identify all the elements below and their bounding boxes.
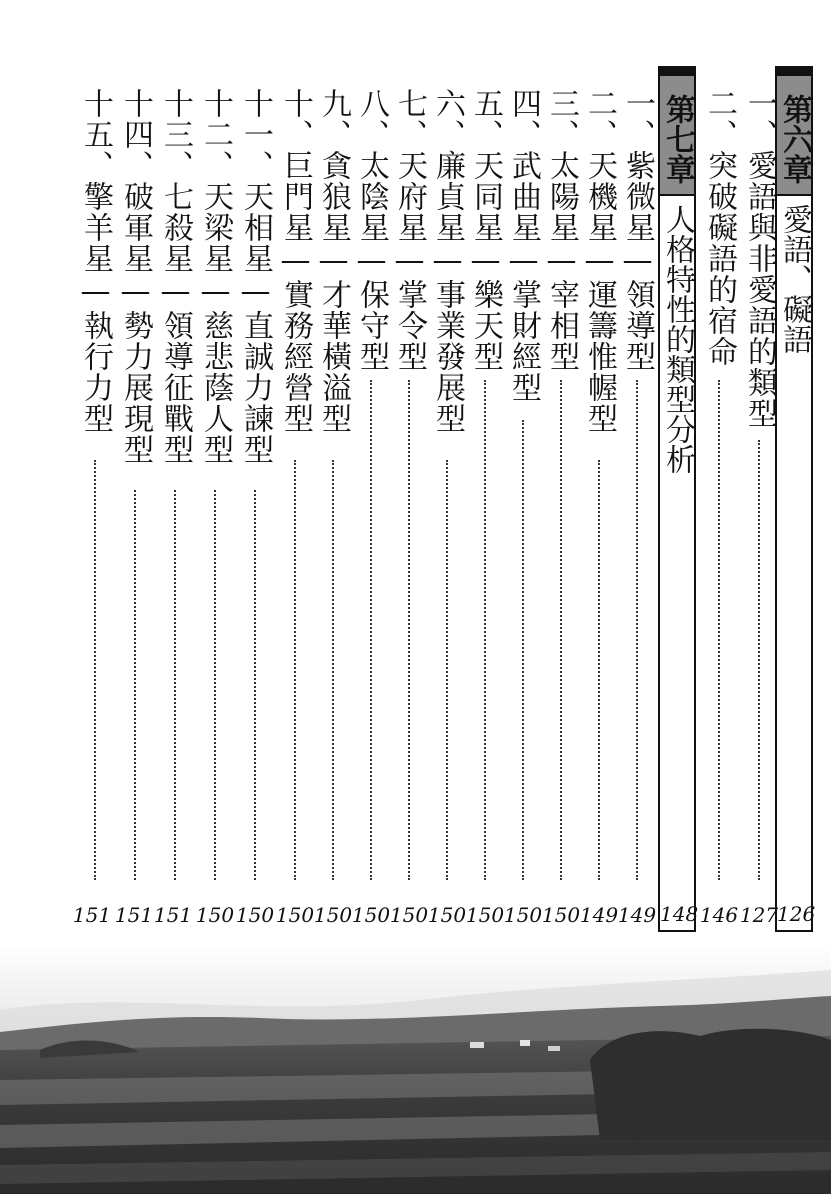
toc-entry[interactable] — [236, 88, 274, 465]
toc-entry-page: 149 — [617, 903, 657, 927]
toc-entry-page: 149 — [579, 903, 619, 927]
toc-entry[interactable] — [352, 88, 390, 372]
toc-entry-title: 五、天同星—樂天型 — [468, 88, 503, 372]
toc-entry[interactable] — [276, 88, 314, 434]
toc-entry[interactable] — [542, 88, 580, 372]
toc-entry[interactable] — [618, 88, 656, 372]
toc-entry-title: 九、貪狼星—才華橫溢型 — [316, 88, 351, 434]
toc-entry-page: 151 — [72, 903, 112, 927]
toc-entry-title: 十一、天相星—直誠力諫型 — [238, 88, 273, 465]
toc-entry-page: 150 — [427, 903, 467, 927]
toc-entry[interactable] — [504, 88, 542, 403]
toc-entry-title: 二、突破礙語的宿命 — [702, 88, 737, 367]
toc-entry-page: 150 — [313, 903, 353, 927]
toc-entry-page: 151 — [153, 903, 193, 927]
chapter-6-heading: 第六章 — [777, 68, 811, 196]
toc-entry[interactable] — [76, 88, 114, 434]
toc-entry[interactable] — [580, 88, 618, 434]
chapter-7-box — [658, 66, 699, 932]
toc-entry-page: 150 — [541, 903, 581, 927]
toc-entry[interactable] — [390, 88, 428, 372]
toc-entry-page: 150 — [465, 903, 505, 927]
chapter-7-title: 人格特性的類型分析 — [660, 204, 695, 474]
toc-entry-page: 150 — [351, 903, 391, 927]
toc-entry-title: 十、巨門星—實務經營型 — [278, 88, 313, 434]
toc-entry[interactable] — [156, 88, 194, 465]
toc-entry-title: 十五、擎羊星—執行力型 — [78, 88, 113, 434]
toc-entry-page: 127 — [739, 903, 779, 927]
toc-entry-title: 四、武曲星—掌財經型 — [506, 88, 541, 403]
chapter-6-page: 126 — [777, 902, 816, 926]
toc-entry-page: 150 — [389, 903, 429, 927]
toc-entry-title: 六、廉貞星—事業發展型 — [430, 88, 465, 434]
toc-entry[interactable] — [700, 88, 738, 367]
toc-entry[interactable] — [466, 88, 504, 372]
toc-entry-title: 十四、破軍星—勢力展現型 — [118, 88, 153, 465]
toc-entry-title: 十二、天梁星—慈悲蔭人型 — [198, 88, 233, 465]
toc-entry[interactable] — [314, 88, 352, 434]
chapter-6-box — [775, 66, 816, 932]
chapter-7-page: 148 — [660, 902, 699, 926]
toc-entry-page: 150 — [235, 903, 275, 927]
chapter-6-title: 愛語、礙語 — [777, 204, 812, 354]
toc-entry-title: 三、太陽星—宰相型 — [544, 88, 579, 372]
toc-entry-page: 150 — [275, 903, 315, 927]
toc-entry-title: 十三、七殺星—領導征戰型 — [158, 88, 193, 465]
toc-entry-title: 七、天府星—掌令型 — [392, 88, 427, 372]
toc-entry[interactable] — [740, 88, 778, 429]
toc-entry-page: 150 — [503, 903, 543, 927]
toc-entry-title: 一、愛語與非愛語的類型 — [742, 88, 777, 429]
toc-entry[interactable] — [428, 88, 466, 434]
toc-entry[interactable] — [116, 88, 154, 465]
toc-entry-title: 二、天機星—運籌惟幄型 — [582, 88, 617, 434]
toc-entry-page: 146 — [699, 903, 739, 927]
toc-entry[interactable] — [196, 88, 234, 465]
landscape-photo — [0, 940, 831, 1194]
toc-entry-title: 八、太陰星—保守型 — [354, 88, 389, 372]
toc-entry-page: 151 — [114, 903, 154, 927]
toc-entry-page: 150 — [195, 903, 235, 927]
toc-entry-title: 一、紫微星—領導型 — [620, 88, 655, 372]
chapter-7-heading: 第七章 — [660, 68, 694, 196]
